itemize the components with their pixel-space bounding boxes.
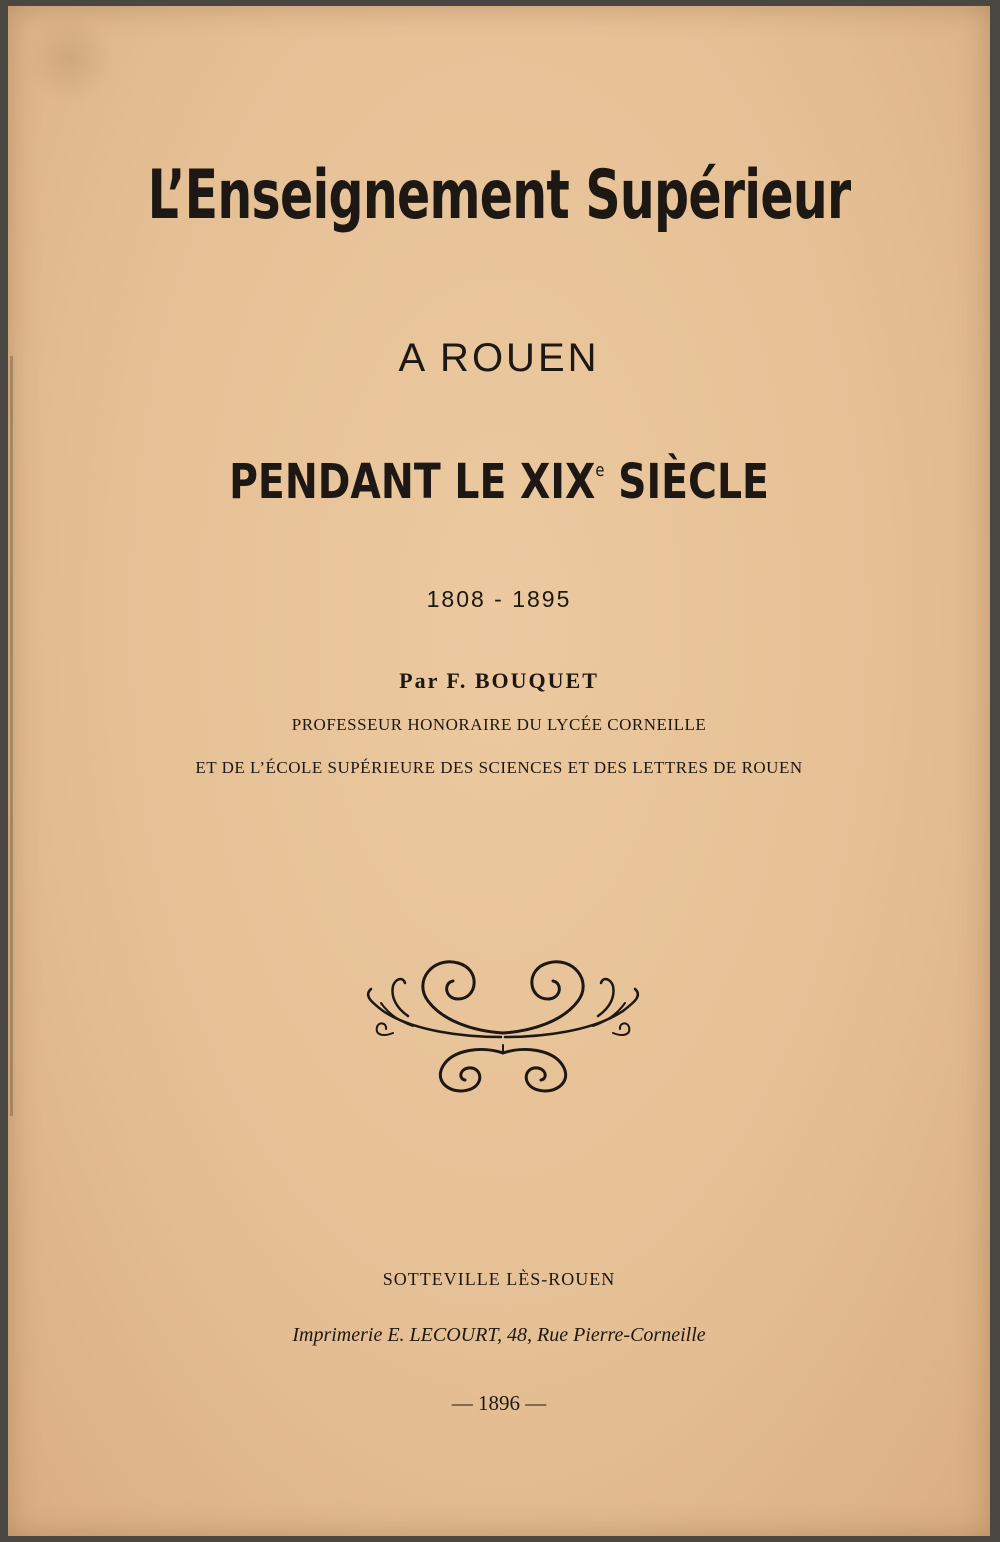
publication-city: SOTTEVILLE LÈS-ROUEN	[382, 1269, 616, 1289]
book-cover	[8, 6, 990, 1536]
flourish-ornament-icon	[353, 941, 653, 1106]
subtitle-location: A ROUEN	[398, 336, 600, 380]
publication-year: — 1896 —	[451, 1391, 547, 1415]
author-affiliation-2: ET DE L’ÉCOLE SUPÉRIEURE DES SCIENCES ET DES LETTRES DE ROUEN	[195, 758, 803, 777]
author-line: Par F. BOUQUET	[399, 668, 599, 693]
subtitle-period-end: SIÈCLE	[604, 454, 769, 510]
subtitle-period-sup: e	[595, 460, 605, 481]
author-affiliation-1: PROFESSEUR HONORAIRE DU LYCÉE CORNEILLE	[291, 715, 707, 734]
subtitle-period	[96, 454, 901, 510]
cover-title: L’Enseignement Supérieur	[147, 156, 851, 235]
date-range: 1808 - 1895	[426, 586, 572, 612]
binding-edge	[10, 356, 13, 1116]
subtitle-period-main: PENDANT LE XIX	[229, 454, 596, 510]
paper-stain	[22, 16, 117, 101]
printer-line: Imprimerie E. LECOURT, 48, Rue Pierre-Corneille	[292, 1324, 706, 1346]
